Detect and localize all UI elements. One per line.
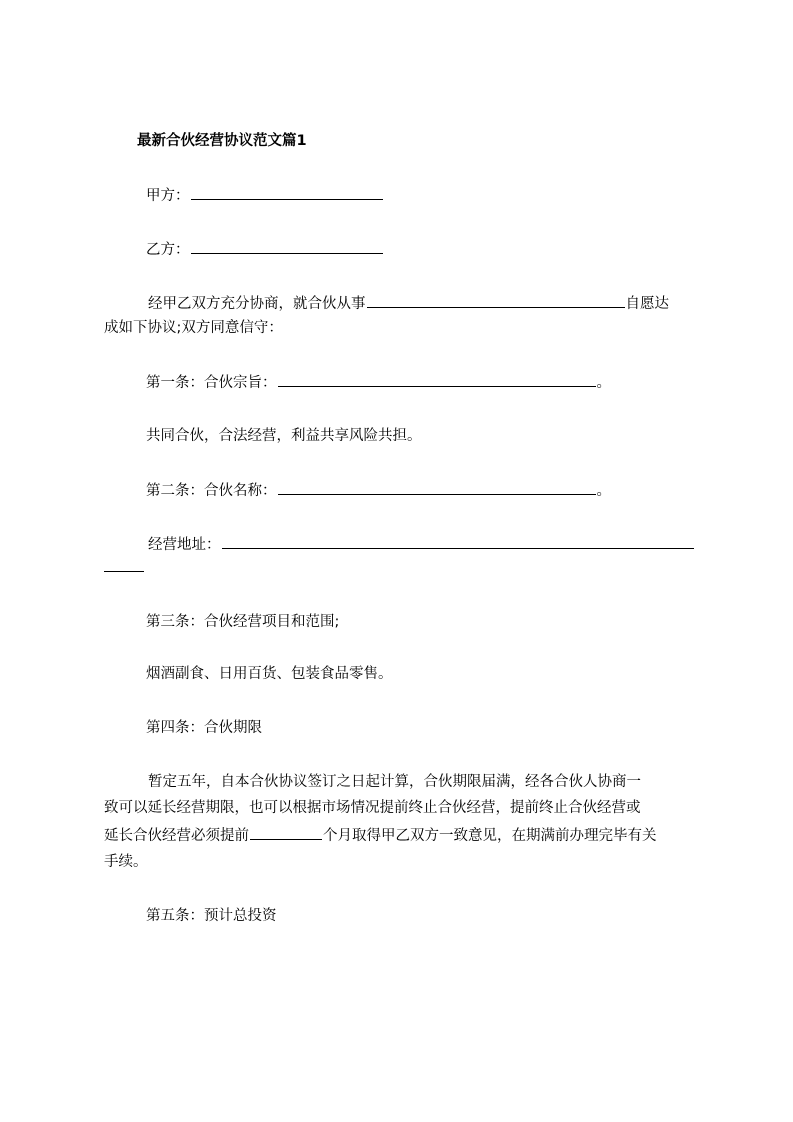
article-2-end: 。 xyxy=(596,483,611,499)
article-4-line-2: 致可以延长经营期限，也可以根据市场情况提前终止合伙经营，提前终止合伙经营或 xyxy=(104,800,641,816)
intro-line-2: 成如下协议;双方同意信守： xyxy=(104,320,283,336)
intro-blank xyxy=(367,293,625,308)
article-4-text-before: 延长合伙经营必须提前 xyxy=(104,828,249,844)
intro-text-after: 自愿达 xyxy=(625,296,669,312)
party-b-line xyxy=(146,239,384,260)
party-b-label: 乙方： xyxy=(146,242,190,258)
article-2-label: 第二条：合伙名称： xyxy=(146,483,277,499)
address-line xyxy=(148,534,695,555)
intro-text-before: 经甲乙双方充分协商，就合伙从事 xyxy=(148,296,366,312)
article-1-line xyxy=(146,372,611,393)
article-4-months-blank xyxy=(250,825,322,840)
intro-line-1 xyxy=(148,293,669,314)
party-a-blank xyxy=(191,185,383,200)
article-1-blank xyxy=(278,372,596,387)
address-blank-continued xyxy=(104,571,144,572)
party-a-line xyxy=(146,185,384,206)
article-1-end: 。 xyxy=(596,375,611,391)
address-blank xyxy=(222,534,694,549)
address-label: 经营地址： xyxy=(148,537,221,553)
article-4-line-1: 暂定五年，自本合伙协议签订之日起计算，合伙期限届满，经各合伙人协商一 xyxy=(148,774,641,790)
article-1-body: 共同合伙，合法经营，利益共享风险共担。 xyxy=(146,428,422,444)
article-4-line-4: 手续。 xyxy=(104,854,148,870)
article-4-text-after: 个月取得甲乙双方一致意见，在期满前办理完毕有关 xyxy=(323,828,657,844)
article-5-label: 第五条：预计总投资 xyxy=(146,908,277,924)
article-1-label: 第一条：合伙宗旨： xyxy=(146,375,277,391)
article-3-label: 第三条：合伙经营项目和范围; xyxy=(146,614,340,630)
document-title: 最新合伙经营协议范文篇1 xyxy=(137,133,307,149)
article-3-body: 烟酒副食、日用百货、包装食品零售。 xyxy=(146,666,393,682)
article-4-label: 第四条：合伙期限 xyxy=(146,720,262,736)
party-a-label: 甲方： xyxy=(146,188,190,204)
article-2-line xyxy=(146,480,611,501)
party-b-blank xyxy=(191,239,383,254)
article-4-line-3 xyxy=(104,825,657,846)
article-2-blank xyxy=(278,480,596,495)
